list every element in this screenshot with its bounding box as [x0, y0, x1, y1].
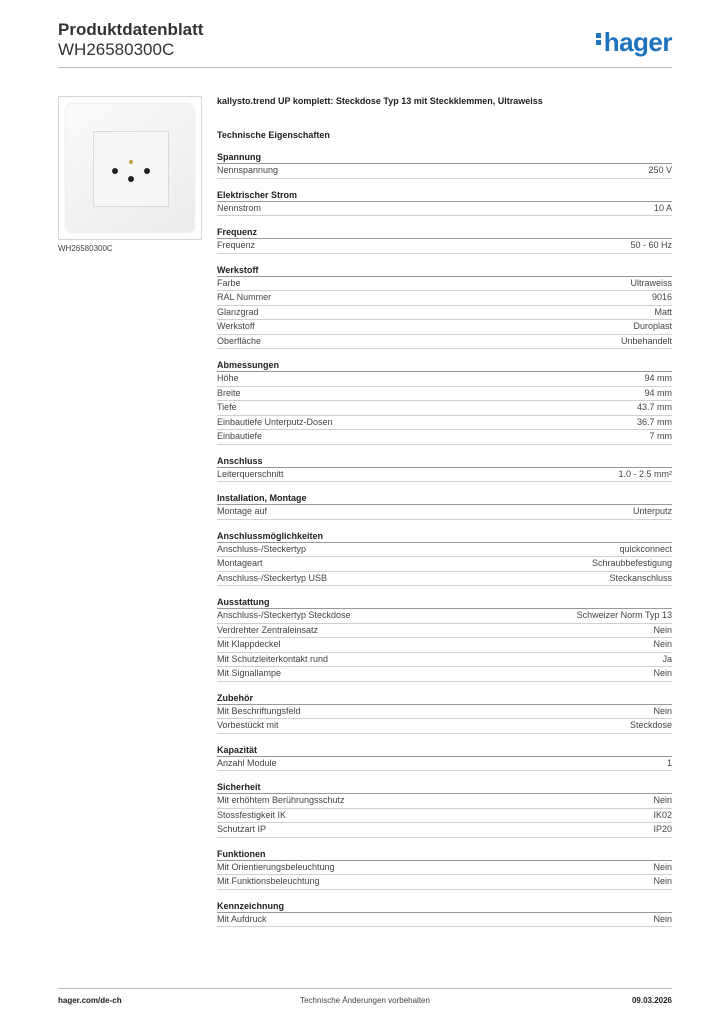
spec-label: Tiefe — [217, 402, 237, 412]
spec-label: Höhe — [217, 373, 239, 383]
section-title: Zubehör — [217, 692, 672, 705]
spec-row — [217, 320, 672, 335]
section-title: Abmessungen — [217, 359, 672, 372]
spec-section — [217, 226, 672, 254]
spec-value: IK02 — [653, 809, 672, 820]
spec-label: Farbe — [217, 277, 241, 288]
spec-label: Frequenz — [217, 240, 256, 250]
spec-value: 50 - 60 Hz — [630, 240, 672, 250]
socket-insert — [93, 131, 169, 207]
socket-earth-hole — [128, 176, 134, 182]
spec-row — [217, 277, 672, 292]
socket-pin-hole — [112, 168, 118, 174]
spec-row — [217, 624, 672, 639]
spec-value: Nein — [653, 705, 672, 716]
product-image — [58, 96, 202, 240]
spec-section — [217, 189, 672, 217]
header-divider — [58, 67, 672, 68]
spec-value: Schraubbefestigung — [591, 558, 672, 568]
page-title: Produktdatenblatt — [58, 20, 204, 39]
spec-label: Mit Signallampe — [217, 668, 282, 678]
section-title: Anschlussmöglichkeiten — [217, 530, 672, 543]
spec-value: 7 mm — [649, 431, 672, 441]
spec-label: Mit Aufdruck — [217, 913, 267, 924]
spec-value: Steckdose — [629, 720, 672, 730]
section-title: Kapazität — [217, 744, 672, 757]
spec-value: Nein — [653, 795, 672, 805]
spec-section — [217, 900, 672, 928]
spec-label: Anschluss-/Steckertyp Steckdose — [217, 610, 351, 620]
section-title: Anschluss — [217, 455, 672, 468]
spec-section — [217, 264, 672, 350]
section-title: Werkstoff — [217, 264, 672, 277]
spec-label: Leiterquerschnitt — [217, 468, 284, 479]
spec-section — [217, 151, 672, 179]
spec-section — [217, 692, 672, 734]
spec-content — [217, 94, 672, 927]
spec-value: Duroplast — [633, 321, 672, 331]
section-title: Kennzeichnung — [217, 900, 672, 913]
spec-row — [217, 401, 672, 416]
spec-value: 1 — [666, 757, 672, 768]
footer-disclaimer: Technische Änderungen vorbehalten — [300, 996, 430, 1005]
spec-row — [217, 202, 672, 217]
document-header — [58, 20, 203, 60]
spec-row — [217, 875, 672, 890]
spec-label: Einbautiefe — [217, 431, 263, 441]
spec-value: Nein — [653, 639, 672, 649]
section-title: Funktionen — [217, 848, 672, 861]
spec-label: Mit erhöhtem Berührungsschutz — [217, 795, 345, 805]
spec-value: 9016 — [651, 292, 672, 302]
product-title: kallysto.trend UP komplett: Steckdose Typ 13 mit Steckklemmen, Ultraweiss — [217, 96, 543, 106]
spec-value: 94 mm — [644, 373, 672, 383]
spec-value: 10 A — [653, 202, 672, 213]
spec-value: Schweizer Norm Typ 13 — [576, 610, 672, 620]
socket-plate-icon — [66, 104, 194, 232]
spec-label: Nennstrom — [217, 202, 262, 213]
spec-label: RAL Nummer — [217, 292, 272, 302]
spec-value: 43.7 mm — [636, 402, 672, 412]
spec-value: 1.0 - 2.5 mm² — [618, 468, 672, 479]
spec-row — [217, 430, 672, 445]
spec-row — [217, 757, 672, 772]
section-title: Sicherheit — [217, 781, 672, 794]
spec-value: Steckanschluss — [609, 572, 672, 583]
spec-row — [217, 239, 672, 254]
image-caption: WH26580300C — [58, 244, 113, 253]
spec-row — [217, 719, 672, 734]
spec-row — [217, 416, 672, 431]
spec-row — [217, 823, 672, 838]
spec-row — [217, 794, 672, 809]
spec-label: Schutzart IP — [217, 824, 267, 834]
footer-website-link[interactable]: hager.com/de-ch — [58, 996, 122, 1005]
spec-section — [217, 781, 672, 838]
spec-row — [217, 557, 672, 572]
spec-value: Unbehandelt — [620, 335, 672, 346]
spec-section — [217, 492, 672, 520]
spec-value: 250 V — [648, 165, 672, 175]
section-title: Ausstattung — [217, 596, 672, 609]
product-code: WH26580300C — [58, 40, 175, 59]
spec-row — [217, 861, 672, 876]
spec-row — [217, 543, 672, 558]
spec-value: IP20 — [653, 824, 672, 834]
section-title: Spannung — [217, 151, 672, 164]
spec-value: Ultraweiss — [630, 277, 672, 288]
spec-row — [217, 291, 672, 306]
spec-value: Unterputz — [632, 506, 672, 516]
spec-label: Glanzgrad — [217, 306, 259, 317]
spec-section — [217, 744, 672, 772]
spec-label: Oberfläche — [217, 335, 262, 346]
spec-label: Vorbestückt mit — [217, 720, 279, 730]
logo-text: hager — [603, 27, 672, 57]
spec-label: Stossfestigkeit IK — [217, 809, 287, 820]
spec-row — [217, 387, 672, 402]
spec-section — [217, 848, 672, 890]
spec-row — [217, 572, 672, 587]
hager-logo[interactable] — [596, 27, 672, 58]
spec-row — [217, 609, 672, 624]
section-title: Elektrischer Strom — [217, 189, 672, 202]
tech-properties-heading: Technische Eigenschaften — [217, 130, 330, 140]
spec-row — [217, 667, 672, 682]
spec-label: Werkstoff — [217, 321, 255, 331]
logo-dots-icon — [596, 31, 602, 47]
spec-row — [217, 306, 672, 321]
spec-label: Mit Klappdeckel — [217, 639, 281, 649]
spec-value: Nein — [653, 624, 672, 635]
spec-value: Nein — [653, 876, 672, 886]
spec-label: Anzahl Module — [217, 757, 277, 768]
spec-label: Montageart — [217, 558, 263, 568]
spec-label: Einbautiefe Unterputz-Dosen — [217, 416, 333, 427]
footer-divider — [58, 988, 672, 989]
spec-label: Mit Orientierungsbeleuchtung — [217, 861, 335, 872]
spec-section — [217, 596, 672, 682]
spec-row — [217, 653, 672, 668]
spec-value: Nein — [653, 861, 672, 872]
spec-label: Mit Schutzleiterkontakt rund — [217, 653, 329, 664]
spec-value: Matt — [654, 306, 672, 317]
spec-row — [217, 468, 672, 483]
spec-row — [217, 705, 672, 720]
spec-row — [217, 638, 672, 653]
spec-label: Mit Beschriftungsfeld — [217, 705, 301, 716]
spec-row — [217, 335, 672, 350]
spec-label: Anschluss-/Steckertyp — [217, 543, 307, 554]
spec-label: Montage auf — [217, 506, 268, 516]
spec-value: Nein — [653, 913, 672, 924]
spec-row — [217, 372, 672, 387]
spec-row — [217, 505, 672, 520]
footer-date: 09.03.2026 — [631, 996, 672, 1005]
spec-value: Ja — [662, 653, 672, 664]
spec-label: Nennspannung — [217, 165, 279, 175]
spec-sections — [217, 151, 672, 927]
spec-row — [217, 164, 672, 179]
spec-row — [217, 809, 672, 824]
spec-value: quickconnect — [619, 543, 672, 554]
spec-label: Verdrehter Zentraleinsatz — [217, 624, 319, 635]
spec-section — [217, 530, 672, 587]
spec-label: Breite — [217, 387, 241, 398]
spec-section — [217, 359, 672, 445]
spec-row — [217, 913, 672, 928]
spec-label: Anschluss-/Steckertyp USB — [217, 572, 328, 583]
section-title: Installation, Montage — [217, 492, 672, 505]
section-title: Frequenz — [217, 226, 672, 239]
spec-section — [217, 455, 672, 483]
socket-marker — [129, 160, 133, 164]
socket-pin-hole — [144, 168, 150, 174]
spec-label: Mit Funktionsbeleuchtung — [217, 876, 320, 886]
spec-value: 94 mm — [644, 387, 672, 398]
spec-value: 36.7 mm — [636, 416, 672, 427]
spec-value: Nein — [653, 668, 672, 678]
document-footer — [58, 996, 672, 1010]
